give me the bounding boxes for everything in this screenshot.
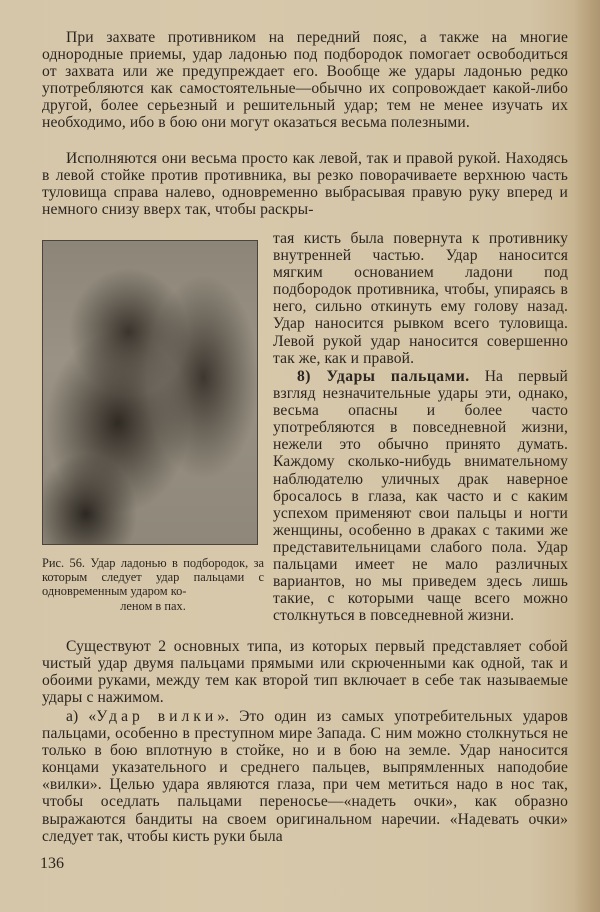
term-fork-strike: Удар вилки xyxy=(96,708,218,725)
figure-photo xyxy=(42,240,258,545)
paragraph-execution-continued xyxy=(273,230,568,367)
figure-caption xyxy=(42,556,264,613)
paragraph-text: Исполняются они весьма просто как левой, так и правой рукой. Находясь в левой стойке против противника, вы резко поворачиваете верхнюю часть туловища справа налево, одновременно выбрасывая правую руку вперед и немного снизу вверх так, чтобы раскры- xyxy=(42,150,568,219)
caption-text-last: леном в пах. xyxy=(120,598,186,613)
section-finger-strikes xyxy=(273,368,568,624)
paragraph-execution xyxy=(42,150,568,218)
page-number: 136 xyxy=(40,855,64,872)
paragraph-palm-strike-intro xyxy=(42,29,568,132)
paragraph-text: тая кисть была повернута к противнику внутренней частью. Удар наносится мягким основанием ладони под подбородок противника, чтобы, упираясь в него, сильно откинуть ему голову назад. Удар наносится рывком всего туловища. Левой рукой удар наносится совершенно так же, как и правой. xyxy=(273,230,568,367)
page-fold-shadow xyxy=(574,0,600,912)
section-heading: 8) Удары пальцами. xyxy=(297,368,470,385)
paragraph-text: Существуют 2 основных типа, из которых первый представляет собой чистый удар двумя пальцами прямыми или скрюченными как одной, так и обоими руками, между тем как второй тип включает в себе так называемые удары с нажимом. xyxy=(42,638,568,707)
paragraph-text: При захвате противником на передний пояс, а также на многие однородные приемы, удар ладонью под подбородок помогает освободиться от захвата или же предупреждает его. Вообще же удары ладонью редко употребляются как самостоятельные—обычно их сопровождает какой-либо другой, более серьезный и решительный удар; тем не менее изучать их необходимо, ибо в бою они могут оказаться весьма полезными. xyxy=(42,29,568,132)
paragraph-text: ». Это один из самых употребительных ударов пальцами, особенно в преступном мире Запада. С ним можно столкнуться не только в бою вплотную в стойке, но и в бою на земле. Удар наносится концами указательного и среднего пальцев, выпрямленных наподобие «вилки». Целью удара являются глаза, при чем метиться надо в нос так, чтобы оседлать пальцами переносье—«надеть очки», как образно выражаются бандиты на своем оригинальном наречии. «Надевать очки» следует так, чтобы кисть руки была xyxy=(42,708,568,845)
paragraph-text: На первый взгляд незначительные удары эти, однако, весьма опасны и более часто употребляются в повседневной жизни, нежели это обычно принято думать. Каждому сколько-нибудь внимательному наблюдателю уличных драк наверное бросалось в глаза, как часто и с каким успехом применяют свои пальцы и ногти женщины, особенно в драках с такими же представительницами слабого пола. Удар пальцами имеет не мало различных вариантов, но мы приведем здесь лишь такие, с которыми чаще всего можно столкнуться в повседневной жизни. xyxy=(273,368,569,625)
caption-text: Рис. 56. Удар ладонью в подбородок, за которым следует удар пальцами с одновременным ударом ко- xyxy=(42,556,264,599)
paragraph-fork-strike xyxy=(42,708,568,845)
list-marker: а) « xyxy=(66,708,97,725)
paragraph-strike-types xyxy=(42,638,568,706)
